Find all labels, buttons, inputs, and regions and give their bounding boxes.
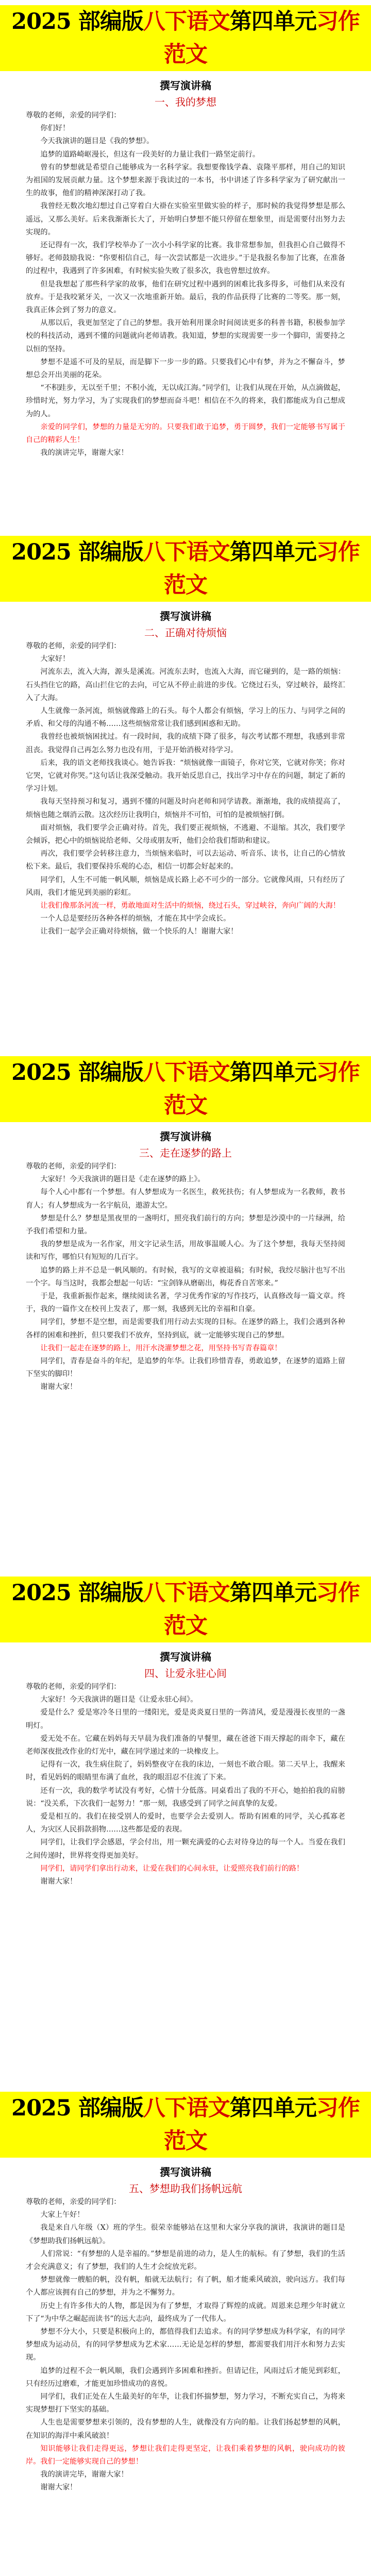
paragraph: 大家上午好！ — [40, 2211, 85, 2219]
paragraph: 你们好！ — [40, 124, 70, 133]
essay-body — [26, 2165, 345, 2495]
banner-title: 2025 部编版八下语文第四单元习作范文 — [0, 1577, 371, 1642]
banner-title: 2025 部编版八下语文第四单元习作范文 — [0, 5, 371, 71]
paragraph: 人们常说：“有梦想的人是幸福的。”梦想是前进的动力，是人生的航标。有了梦想，我们的生活才会充满意义；有了梦想，我们的人生才会绽放光彩。 — [26, 2249, 345, 2272]
essay-paragraphs — [26, 109, 345, 460]
doc-title: 撰写演讲稿 — [160, 2166, 211, 2178]
paragraph: 爱无处不在。它藏在妈妈每天早晨为我们准备的早餐里，藏在爸爸下雨天撑起的雨伞下，藏在老师深夜批改作业的灯光中，藏在同学递过来的一块橡皮上。 — [26, 1734, 345, 1756]
paragraph: 尊敬的老师，亲爱的同学们： — [26, 1162, 121, 1171]
paragraph: 历史上有许多伟大的人物，都是因为有了梦想，才取得了辉煌的成就。周恩来总理少年时就立下了“为中华之崛起而读书”的远大志向，最终成为了一代伟人。 — [26, 2301, 345, 2323]
section-1 — [0, 5, 371, 460]
paragraph: “不积跬步，无以至千里；不积小流，无以成江海。”同学们，让我们从现在开始，从点滴做起，珍惜时光，努力学习，为了实现我们的梦想而奋斗吧！相信在不久的将来，我们都能成为自己想成为的人。 — [26, 384, 345, 418]
paragraph: 人生也是需要梦想来引领的，没有梦想的人生，就像没有方向的船。让我们扬起梦想的风帆，在知识的海洋中乘风破浪！ — [26, 2418, 345, 2440]
essay-paragraphs — [26, 640, 345, 939]
paragraph: 我的演讲完毕，谢谢大家！ — [40, 449, 128, 457]
essay-subtitle: 四、让爱永驻心间 — [144, 1667, 227, 1680]
essay-subtitle: 五、梦想助我们扬帆远航 — [129, 2182, 242, 2195]
paragraph: 同学们，梦想不是空想，而是需要我们用行动去实现的目标。在逐梦的路上，我们会遇到各种各样的困难和挫折，但只要我们不放弃，坚持到底，就一定能够实现自己的梦想。 — [26, 1318, 345, 1340]
essay-body — [26, 1650, 345, 1888]
paragraph: 于是，我重新振作起来，继续阅读名著，学习优秀作家的写作技巧，认真修改每一篇文章。终于，我的一篇作文在校刊上发表了，那一刻，我感到无比的幸福和自豪。 — [26, 1292, 345, 1314]
paragraph: 知识能够让我们走得更远，梦想让我们走得更坚定，让我们乘着梦想的风帆，驶向成功的彼岸。我们一定能够实现自己的梦想！ — [26, 2444, 345, 2466]
paragraph: 每个人心中都有一个梦想。有人梦想成为一名医生，救死扶伤；有人梦想成为一名教师，教书育人；有人梦想成为一名宇航员，遨游太空。 — [26, 1188, 345, 1210]
essay-paragraphs — [26, 1160, 345, 1394]
paragraph: 追梦的路上并不总是一帆风顺的。有时候，我写的文章被退稿；有时候，我绞尽脑汁也写不出一个字。每当这时，我都会想起一句话：“宝剑锋从磨砺出，梅花香自苦寒来。” — [26, 1266, 345, 1287]
paragraph: 面对烦恼，我们要学会正确对待。首先，我们要正视烦恼，不逃避、不退缩。其次，我们要学会倾诉，把心中的烦恼说给老师、父母或朋友听，他们会给我们帮助和建议。 — [26, 823, 345, 845]
paragraph: 梦想就像一艘船的帆，没有帆，船就无法航行；有了帆，船才能乘风破浪，驶向远方。我们每个人都应该拥有自己的梦想，并为之不懈努力。 — [26, 2276, 345, 2297]
paragraph: 我曾经也被烦恼困扰过。有一段时间，我的成绩下降了很多，每次考试都不理想，我感到非常沮丧。我觉得自己再怎么努力也没有用，于是开始消极对待学习。 — [26, 733, 345, 754]
paragraph: 人生就像一条河流，烦恼就像路上的石头。每个人都会有烦恼，学习上的压力、与同学之间的矛盾、和父母的沟通不畅……这些烦恼常常让我们感到困惑和无助。 — [26, 707, 345, 728]
paragraph: 但是我想起了那些科学家的故事，他们在研究过程中遇到的困难比我多得多，可他们从来没有放弃。于是我咬紧牙关，一次又一次地重新开始。最后，我的作品获得了比赛的二等奖。那一刻，我真正体会到了努力的意义。 — [26, 280, 345, 315]
banner — [0, 536, 371, 602]
paragraph: 梦想是什么？梦想是黑夜里的一盏明灯，照亮我们前行的方向；梦想是沙漠中的一片绿洲，给予我们希望和力量。 — [26, 1214, 345, 1236]
banner — [0, 1056, 371, 1122]
paragraph: 还有一次，我的数学考试没有考好，心情十分低落。同桌看出了我的不开心，她拍拍我的肩膀说：“没关系，下次我们一起努力！”那一刻，我感受到了同学之间真挚的友爱。 — [26, 1786, 345, 1808]
paragraph: 同学们，人生不可能一帆风顺，烦恼是成长路上必不可少的一部分。它就像风雨，只有经历了风雨，我们才能见到美丽的彩虹。 — [26, 875, 345, 897]
banner-title: 2025 部编版八下语文第四单元习作范文 — [0, 1056, 371, 1122]
banner-title: 2025 部编版八下语文第四单元习作范文 — [0, 536, 371, 602]
banner — [0, 2092, 371, 2158]
doc-title: 撰写演讲稿 — [160, 1651, 211, 1663]
paragraph: 记得有一次，我生病住院了，妈妈整夜守在我的床边，一刻也不敢合眼。第二天早上，我醒来时，看见妈妈的眼睛里布满了血丝，我的眼泪忍不住流了下来。 — [26, 1760, 345, 1782]
paragraph: 一个人总是要经历各种各样的烦恼，才能在其中学会成长。 — [40, 914, 231, 923]
paragraph: 同学们，让我们学会感恩，学会付出，用一颗充满爱的心去对待身边的每一个人。当爱在我们之间传递时，世界将变得更加美好。 — [26, 1838, 345, 1860]
paragraph: 追梦的道路崎岖漫长，但这有一段美好的力量让我们一路坚定前行。 — [40, 150, 260, 159]
banner — [0, 1577, 371, 1642]
paragraph: 还记得有一次，我们学校举办了一次小小科学家的比赛。我非常想参加，但我担心自己做得不够好。老师鼓励我说：“你要相信自己，每一次尝试都是一次进步。”于是我报名参加了比赛，在准备的过程中，我遇到了许多困难，有时候实验失败了很多次，我也曾想过放弃。 — [26, 241, 345, 276]
paragraph: 让我们一起走在逐梦的路上，用汗水浇灌梦想之花，用坚持书写青春篇章！ — [40, 1344, 282, 1352]
paragraph: 同学们，青春是奋斗的年纪，是追梦的年华。让我们珍惜青春，勇敢追梦，在逐梦的道路上留下坚实的脚印！ — [26, 1357, 345, 1379]
doc-title: 撰写演讲稿 — [160, 610, 211, 622]
paragraph: 同学们，我们正处在人生最美好的年华，让我们怀揣梦想，努力学习，不断充实自己，为将来实现梦想打下坚实的基础。 — [26, 2393, 345, 2414]
essay-subtitle: 三、走在逐梦的路上 — [139, 1147, 232, 1159]
paragraph: 让我们像那条河流一样，勇敢地面对生活中的烦恼，绕过石头，穿过峡谷，奔向广阔的大海！ — [40, 902, 341, 910]
doc-title: 撰写演讲稿 — [160, 1130, 211, 1143]
paragraph: 让我们一起学会正确对待烦恼，做一个快乐的人！谢谢大家！ — [40, 927, 238, 936]
essay-paragraphs — [26, 1681, 345, 1888]
doc-title: 撰写演讲稿 — [160, 79, 211, 92]
banner — [0, 5, 371, 71]
section-2 — [0, 536, 371, 939]
paragraph: 爱是相互的。我们在接受别人的爱时，也要学会去爱别人。帮助有困难的同学，关心孤寡老人，为灾区人民捐款捐物……这些都是爱的表现。 — [26, 1812, 345, 1834]
essay-body — [26, 1129, 345, 1394]
paragraph: 谢谢大家！ — [40, 2483, 77, 2492]
essay-subtitle: 一、我的梦想 — [155, 96, 216, 108]
paragraph: 同学们，请同学们拿出行动来，让爱在我们的心间永驻，让爱照亮我们前行的路！ — [40, 1864, 304, 1873]
essay-subtitle: 二、正确对待烦恼 — [144, 626, 227, 639]
paragraph: 尊敬的老师，亲爱的同学们： — [26, 2198, 121, 2206]
paragraph: 谢谢大家！ — [40, 1877, 77, 1886]
paragraph: 后来，我的语文老师找我谈心。她告诉我：“烦恼就像一面镜子，你对它笑，它就对你笑；你对它哭，它就对你哭。”这句话让我深受触动。我开始反思自己，找出学习中存在的问题，制定了新的学习计划。 — [26, 758, 345, 793]
essay-body — [26, 609, 345, 939]
paragraph: 爱是什么？爱是寒冷冬日里的一缕阳光，爱是炎炎夏日里的一阵清风，爱是漫漫长夜里的一盏明灯。 — [26, 1708, 345, 1730]
paragraph: 尊敬的老师，亲爱的同学们： — [26, 1683, 121, 1691]
paragraph: 我的演讲完毕，谢谢大家！ — [40, 2470, 128, 2479]
paragraph: 亲爱的同学们，梦想的力量是无穷的。只要我们敢于追梦，勇于圆梦，我们一定能够书写属于自己的精彩人生！ — [26, 422, 345, 445]
paragraph: 曾有的梦想就是希望自己能够成为一名科学家。我想要像钱学森、袁隆平那样，用自己的知识为祖国的发展贡献力量。这个梦想来源于我读过的一本书，书中讲述了许多科学家为了研究献出一生的故事，他们的精神深深打动了我。 — [26, 163, 345, 198]
paragraph: 大家好！ — [40, 655, 70, 664]
paragraph: 从那以后，我更加坚定了自己的梦想。我开始利用课余时间阅读更多的科普书籍，积极参加学校的科技活动，遇到不懂的问题就向老师请教。我知道，梦想的实现需要一步一个脚印，需要持之以恒的坚持。 — [26, 319, 345, 353]
section-5 — [0, 2092, 371, 2495]
paragraph: 大家好！今天我演讲的题目是《让爱永驻心间》。 — [40, 1696, 198, 1704]
essay-paragraphs — [26, 2196, 345, 2495]
paragraph: 尊敬的老师，亲爱的同学们： — [26, 111, 121, 120]
section-3 — [0, 1056, 371, 1394]
paragraph: 谢谢大家！ — [40, 1383, 77, 1392]
paragraph: 河流东去，流入大海，源头是溪流。河流东去时，也流入大海，而它碰到的，是一路的烦恼：石头挡住它的路，高山拦住它的去向，可它从不停止前进的步伐。它绕过石头，穿过峡谷，最终汇入了大海。 — [26, 668, 345, 702]
paragraph: 尊敬的老师，亲爱的同学们： — [26, 642, 121, 650]
paragraph: 今天我演讲的题目是《我的梦想》。 — [40, 137, 154, 146]
paragraph: 我的梦想是成为一名作家，用文字记录生活，用故事温暖人心。为了这个梦想，我每天坚持阅读和写作，哪怕只有短短的几百字。 — [26, 1240, 345, 1262]
paragraph: 梦想不分大小，只要是积极向上的，都值得我们去追求。有的同学梦想成为科学家，有的同学梦想成为运动员，有的同学梦想成为艺术家……无论是怎样的梦想，都需要我们用汗水和努力去实现。 — [26, 2328, 345, 2362]
section-4 — [0, 1577, 371, 1888]
paragraph: 我每天坚持预习和复习，遇到不懂的问题及时向老师和同学请教。渐渐地，我的成绩提高了，烦恼也随之烟消云散。这次经历让我明白，烦恼并不可怕，可怕的是被烦恼打倒。 — [26, 798, 345, 819]
paragraph: 我是来自八年级（X）班的学生。很荣幸能够站在这里和大家分享我的演讲，我演讲的题目是《梦想助我们扬帆远航》。 — [26, 2224, 345, 2245]
paragraph: 追梦的过程不会一帆风顺，我们会遇到许多困难和挫折。但请记住，风雨过后才能见到彩虹，只有经历过磨难，才能更加珍惜成功的喜悦。 — [26, 2366, 345, 2388]
essay-body — [26, 78, 345, 460]
paragraph: 再次，我们要学会转移注意力，当烦恼来临时，可以去运动、听音乐、读书，让自己的心情放松下来。最后，我们要保持乐观的心态，相信一切都会好起来的。 — [26, 850, 345, 871]
banner-title: 2025 部编版八下语文第四单元习作范文 — [0, 2092, 371, 2158]
paragraph: 梦想不是遥不可及的星辰，而是脚下一步一步的路。只要我们心中有梦，并为之不懈奋斗，梦想总会开出美丽的花朵。 — [26, 358, 345, 380]
paragraph: 我曾经无数次地幻想过自己穿着白大褂在实验室里做实验的样子，那时候的我觉得梦想是那么遥远，又那么美好。后来我渐渐长大了，开始明白梦想不能只停留在想象里，而是需要付出努力去实现的。 — [26, 202, 345, 236]
paragraph: 大家好！今天我演讲的题目是《走在逐梦的路上》。 — [40, 1175, 205, 1184]
